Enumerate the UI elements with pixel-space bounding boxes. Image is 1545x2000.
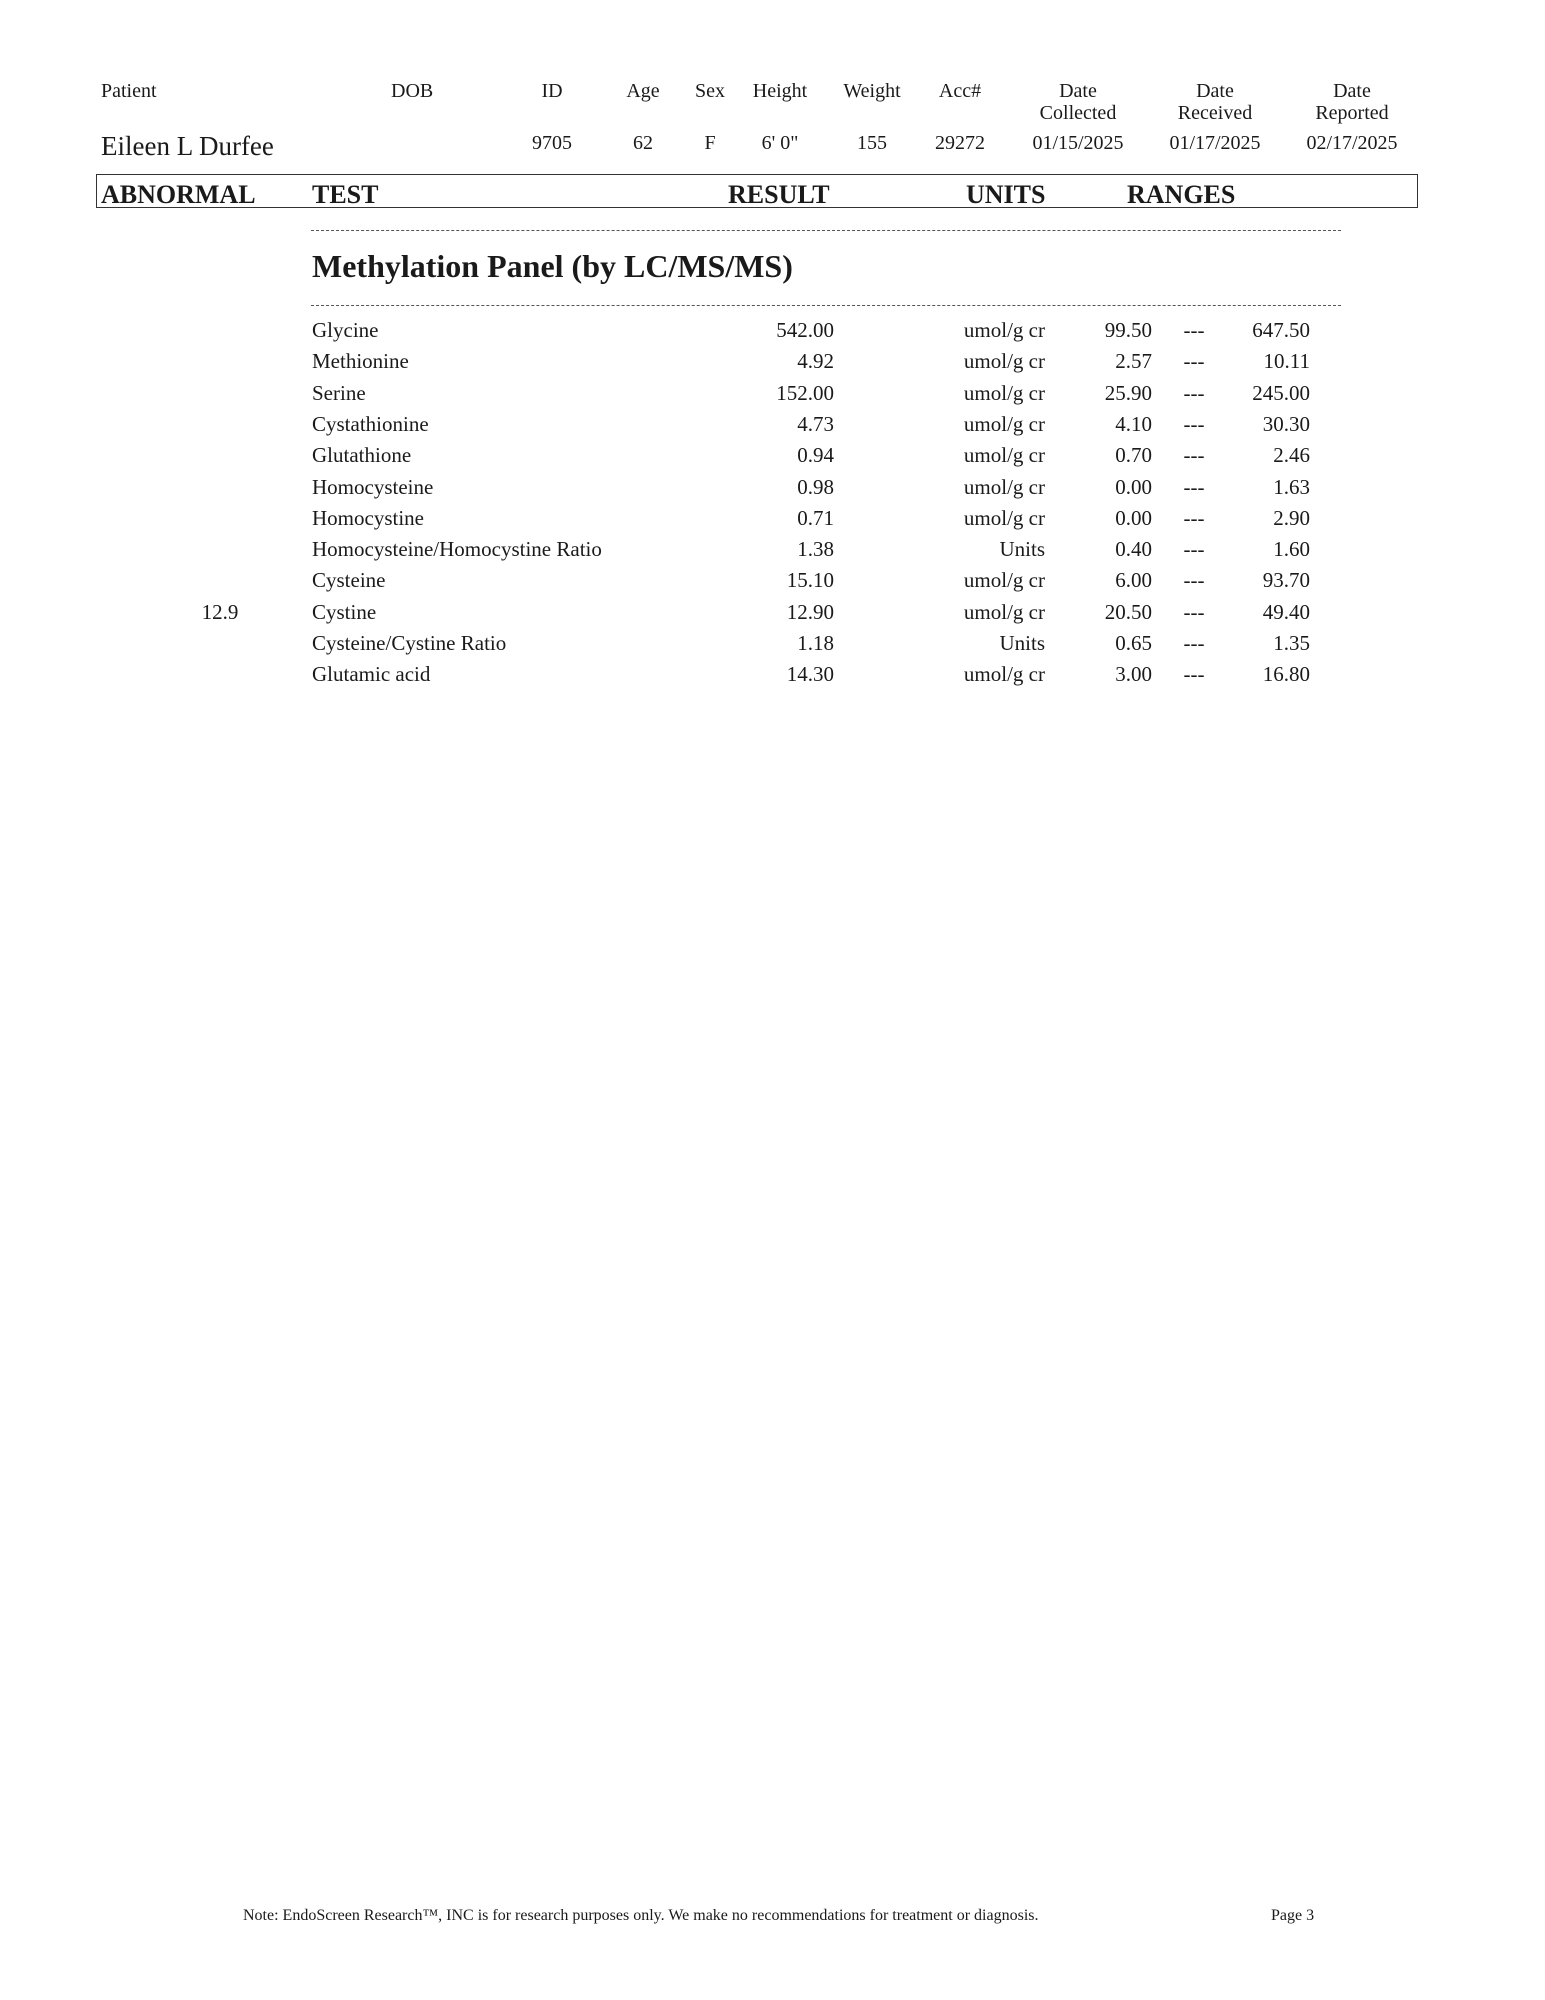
range-high: 1.63	[1273, 474, 1310, 499]
age-value: 62	[633, 132, 653, 154]
patient-name: Eileen L Durfee	[101, 131, 274, 161]
date-collected-label-line1: Date	[1059, 80, 1097, 102]
units-value: umol/g cr	[963, 505, 1045, 530]
result-value: 15.10	[786, 568, 834, 593]
test-name: Cysteine/Cystine Ratio	[312, 631, 507, 655]
test-name: Glycine	[312, 318, 379, 342]
table-row	[0, 537, 1545, 568]
result-value: 4.73	[797, 411, 834, 436]
divider-top	[311, 230, 1341, 231]
test-name: Serine	[312, 380, 366, 405]
result-value: 0.71	[797, 505, 834, 530]
range-separator: ---	[1183, 505, 1205, 530]
abnormal-flag: 12.9	[201, 599, 239, 624]
result-value: 0.94	[797, 443, 834, 468]
column-result: RESULT	[728, 180, 830, 209]
units-value: umol/g cr	[963, 662, 1045, 687]
range-separator: ---	[1183, 411, 1205, 436]
units-value: umol/g cr	[963, 474, 1045, 499]
column-units: UNITS	[966, 180, 1046, 209]
range-high: 2.46	[1273, 443, 1310, 468]
range-high: 16.80	[1262, 662, 1310, 687]
range-low: 0.00	[1115, 505, 1152, 530]
range-low: 0.65	[1115, 631, 1152, 655]
units-value: umol/g cr	[963, 349, 1045, 374]
range-low: 99.50	[1104, 318, 1152, 342]
id-label: ID	[541, 80, 563, 102]
height-value: 6' 0"	[761, 132, 799, 154]
range-separator: ---	[1183, 380, 1205, 405]
units-value: umol/g cr	[963, 443, 1045, 468]
date-collected-label	[1018, 80, 1138, 124]
test-name: Cysteine	[312, 568, 386, 593]
result-value: 152.00	[776, 380, 834, 405]
range-low: 6.00	[1115, 568, 1152, 593]
patient-label: Patient	[101, 80, 157, 102]
test-name: Homocysteine	[312, 474, 434, 499]
footer-note: Note: EndoScreen Research™, INC is for research purposes only. We make no recommendations for treatment or diagnosis.	[243, 1907, 1039, 1924]
units-value: Units	[999, 631, 1045, 655]
range-high: 30.30	[1262, 411, 1310, 436]
test-name: Cystathionine	[312, 411, 429, 436]
range-low: 20.50	[1104, 599, 1152, 624]
range-high: 1.60	[1273, 537, 1310, 562]
units-value: umol/g cr	[963, 380, 1045, 405]
range-high: 49.40	[1262, 599, 1310, 624]
range-high: 10.11	[1263, 349, 1310, 374]
table-row	[0, 475, 1545, 506]
test-name: Homocysteine/Homocystine Ratio	[312, 537, 602, 562]
date-received-label-line2: Received	[1177, 102, 1253, 124]
date-reported-value: 02/17/2025	[1306, 132, 1398, 154]
table-row	[0, 662, 1545, 693]
panel-title: Methylation Panel (by LC/MS/MS)	[312, 248, 793, 284]
date-received-label	[1155, 80, 1275, 124]
dob-label: DOB	[391, 80, 434, 102]
result-value: 4.92	[797, 349, 834, 374]
range-separator: ---	[1183, 568, 1205, 593]
table-row	[0, 506, 1545, 537]
test-name: Homocystine	[312, 505, 424, 530]
range-low: 4.10	[1115, 411, 1152, 436]
range-high: 647.50	[1252, 318, 1310, 342]
table-row	[0, 568, 1545, 599]
range-high: 245.00	[1252, 380, 1310, 405]
id-value: 9705	[532, 132, 572, 154]
range-separator: ---	[1183, 349, 1205, 374]
result-value: 1.38	[797, 537, 834, 562]
date-reported-label	[1292, 80, 1412, 124]
test-name: Methionine	[312, 349, 409, 374]
range-separator: ---	[1183, 474, 1205, 499]
age-label: Age	[626, 80, 660, 102]
date-received-label-line1: Date	[1196, 80, 1234, 102]
range-low: 2.57	[1115, 349, 1152, 374]
divider-bottom	[311, 305, 1341, 306]
units-value: umol/g cr	[963, 568, 1045, 593]
units-value: Units	[999, 537, 1045, 562]
date-reported-label-line2: Reported	[1315, 102, 1389, 124]
sex-value: F	[704, 132, 716, 154]
date-collected-value: 01/15/2025	[1032, 132, 1124, 154]
weight-value: 155	[857, 132, 887, 154]
column-ranges: RANGES	[1127, 180, 1236, 209]
acc-value: 29272	[935, 132, 985, 154]
result-value: 12.90	[786, 599, 834, 624]
range-separator: ---	[1183, 318, 1205, 342]
date-reported-label-line1: Date	[1333, 80, 1371, 102]
column-test: TEST	[312, 180, 379, 209]
test-name: Glutamic acid	[312, 662, 431, 687]
date-received-value: 01/17/2025	[1169, 132, 1261, 154]
range-low: 25.90	[1104, 380, 1152, 405]
weight-label: Weight	[843, 80, 901, 102]
table-row	[0, 318, 1545, 349]
acc-label: Acc#	[938, 80, 982, 102]
range-separator: ---	[1183, 443, 1205, 468]
range-low: 0.70	[1115, 443, 1152, 468]
table-row	[0, 600, 1545, 631]
units-value: umol/g cr	[963, 318, 1045, 342]
range-low: 0.00	[1115, 474, 1152, 499]
range-high: 2.90	[1273, 505, 1310, 530]
range-high: 1.35	[1273, 631, 1310, 655]
range-low: 3.00	[1115, 662, 1152, 687]
range-separator: ---	[1183, 537, 1205, 562]
result-value: 1.18	[797, 631, 834, 655]
test-name: Glutathione	[312, 443, 412, 468]
sex-label: Sex	[695, 80, 725, 102]
page-number: Page 3	[1271, 1907, 1315, 1924]
test-name: Cystine	[312, 599, 377, 624]
column-abnormal: ABNORMAL	[101, 180, 256, 209]
table-row	[0, 631, 1545, 662]
units-value: umol/g cr	[963, 599, 1045, 624]
date-collected-label-line2: Collected	[1039, 102, 1117, 124]
units-value: umol/g cr	[963, 411, 1045, 436]
table-row	[0, 412, 1545, 443]
height-label: Height	[752, 80, 808, 102]
range-separator: ---	[1183, 599, 1205, 624]
result-value: 0.98	[797, 474, 834, 499]
table-row	[0, 443, 1545, 474]
range-high: 93.70	[1262, 568, 1310, 593]
result-value: 14.30	[786, 662, 834, 687]
range-separator: ---	[1183, 662, 1205, 687]
result-value: 542.00	[776, 318, 834, 342]
range-separator: ---	[1183, 631, 1205, 655]
range-low: 0.40	[1115, 537, 1152, 562]
table-row	[0, 381, 1545, 412]
table-row	[0, 349, 1545, 380]
